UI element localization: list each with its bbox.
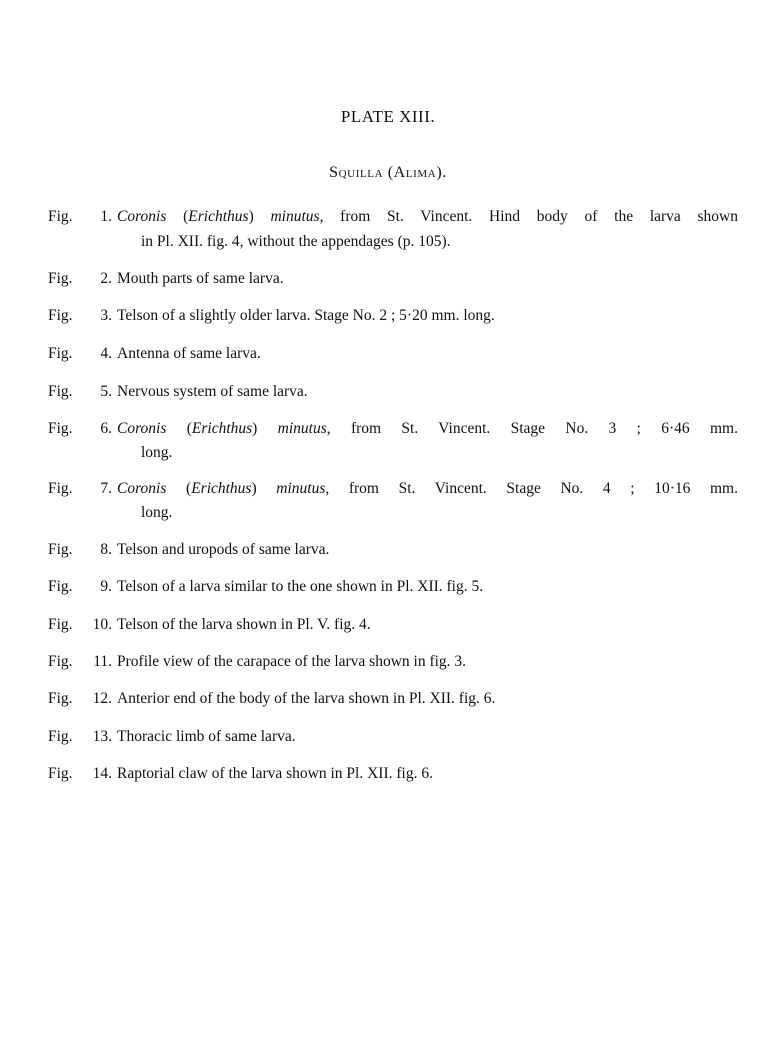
fig-number: 14. [92, 765, 112, 782]
fig-number: 7. [100, 480, 112, 497]
figure-entry-10 [48, 613, 738, 637]
plate-title: PLATE XIII. [340, 107, 436, 126]
figure-entry-14 [48, 762, 738, 786]
fig-label: Fig. [48, 578, 73, 595]
figure-entry-7 [48, 477, 738, 501]
fig-description: Telson of the larva shown in Pl. V. fig. 4. [117, 616, 371, 633]
figure-entry-5 [48, 380, 738, 404]
fig-number: 3. [100, 307, 112, 324]
figure-entry-12 [48, 687, 738, 711]
fig-number: 13. [92, 728, 112, 745]
figure-entry-1 [48, 205, 738, 229]
fig-description: Nervous system of same larva. [117, 383, 308, 400]
fig-number: 2. [100, 270, 112, 287]
fig-description: Antenna of same larva. [117, 345, 261, 362]
fig-description-continued: long. [141, 504, 173, 521]
fig-label: Fig. [48, 541, 73, 558]
fig-number: 6. [100, 420, 112, 437]
fig-description: Anterior end of the body of the larva shown in Pl. XII. fig. 6. [117, 690, 496, 707]
figure-entry-11 [48, 650, 738, 674]
fig-description: Raptorial claw of the larva shown in Pl. XII. fig. 6. [117, 765, 433, 782]
fig-description: Telson and uropods of same larva. [117, 541, 330, 558]
fig-number: 8. [100, 541, 112, 558]
fig-number: 4. [100, 345, 112, 362]
fig-description: Telson of a slightly older larva. Stage No. 2 ; 5·20 mm. long. [117, 307, 495, 324]
fig-description: Profile view of the carapace of the larva shown in fig. 3. [117, 653, 467, 670]
fig-description: Mouth parts of same larva. [117, 270, 284, 287]
fig-label: Fig. [48, 765, 73, 782]
fig-number: 10. [92, 616, 112, 633]
fig-description: Telson of a larva similar to the one shown in Pl. XII. fig. 5. [117, 578, 484, 595]
fig-description-continued: in Pl. XII. fig. 4, without the appendages (p. 105). [141, 233, 451, 250]
figure-entry-4 [48, 342, 738, 366]
fig-label: Fig. [48, 208, 73, 225]
fig-label: Fig. [48, 345, 73, 362]
fig-description-continued: long. [141, 444, 173, 461]
fig-number: 1. [100, 208, 112, 225]
figure-entry-2 [48, 267, 738, 291]
figure-entry-13 [48, 725, 738, 749]
fig-number: 12. [92, 690, 112, 707]
fig-description: Thoracic limb of same larva. [117, 728, 296, 745]
fig-label: Fig. [48, 420, 73, 437]
fig-label: Fig. [48, 307, 73, 324]
fig-description: Coronis (Erichthus) minutus, from St. Vincent. Stage No. 4 ; 10·16 mm. [117, 480, 738, 497]
fig-label: Fig. [48, 616, 73, 633]
fig-label: Fig. [48, 383, 73, 400]
figure-entry-8 [48, 538, 738, 562]
figure-entry-1-continuation [48, 230, 738, 254]
plate-subtitle: Squilla (Alima). [329, 164, 447, 181]
figure-entry-7-continuation [48, 501, 738, 525]
fig-label: Fig. [48, 690, 73, 707]
fig-label: Fig. [48, 480, 73, 497]
fig-description: Coronis (Erichthus) minutus, from St. Vincent. Stage No. 3 ; 6·46 mm. [117, 420, 738, 437]
figure-entry-9 [48, 575, 738, 599]
figure-entry-3 [48, 304, 738, 328]
fig-number: 11. [93, 653, 112, 670]
fig-label: Fig. [48, 653, 73, 670]
fig-number: 9. [100, 578, 112, 595]
fig-label: Fig. [48, 728, 73, 745]
figure-entry-6 [48, 417, 738, 441]
fig-description: Coronis (Erichthus) minutus, from St. Vincent. Hind body of the larva shown [117, 208, 738, 225]
fig-number: 5. [100, 383, 112, 400]
figure-entry-6-continuation [48, 441, 738, 465]
fig-label: Fig. [48, 270, 73, 287]
